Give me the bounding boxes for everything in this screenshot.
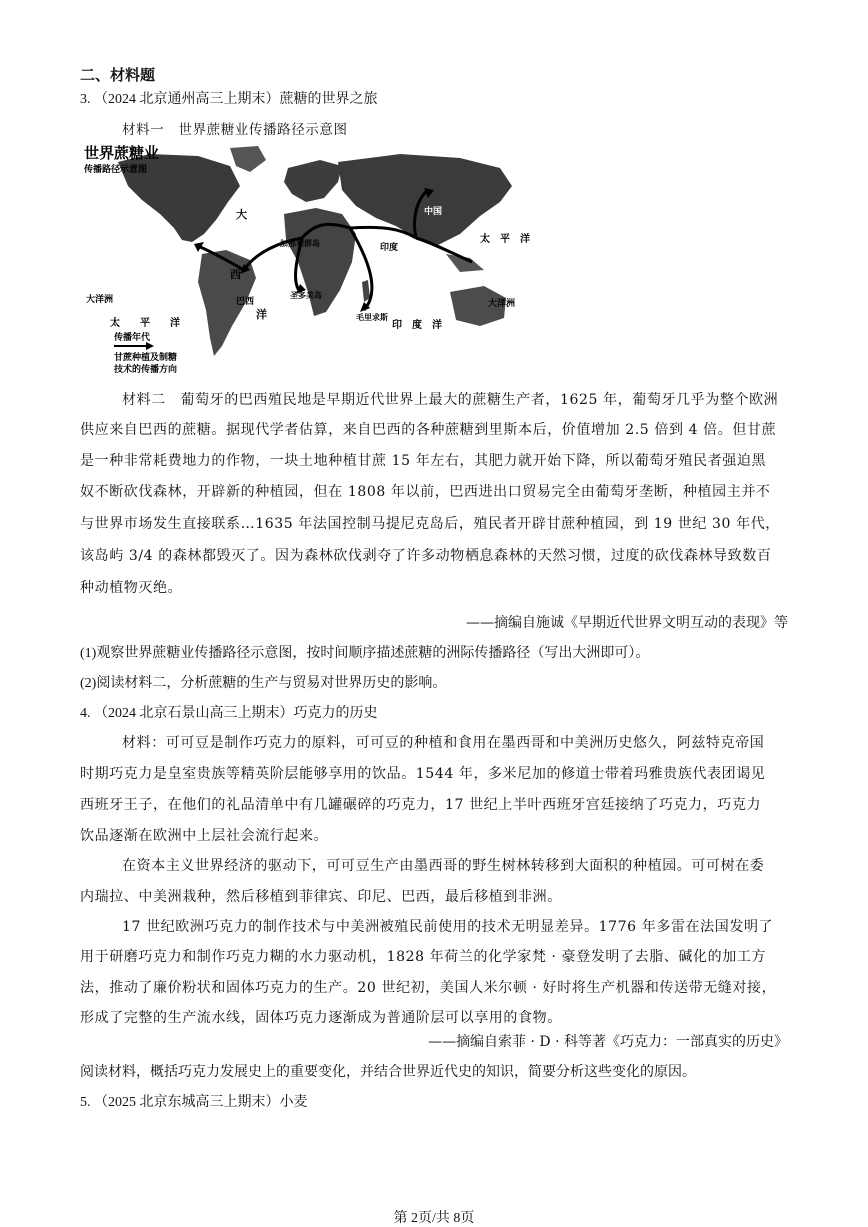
material2-line-6: 该岛屿 3/4 的森林都毁灭了。因为森林砍伐剥夺了许多动物栖息森林的天然习惯，过度的砍伐森林导致数百 — [80, 548, 772, 564]
label-china: 中国 — [424, 207, 443, 217]
q4-line-10: 形成了完整的生产流水线，固体巧克力逐渐成为普通阶层可以享用的食物。 — [80, 1010, 562, 1026]
q4-line-1: 材料：可可豆是制作巧克力的原料，可可豆的种植和食用在墨西哥和中美洲历史悠久，阿兹特克帝国 — [122, 735, 765, 751]
label-saotome: 圣多美岛 — [290, 291, 322, 300]
material2-line-3: 是一种非常耗费地力的作物，一块土地种植甘蔗 15 年左右，其肥力就开始下降，所以葡萄牙殖民者强迫黑 — [80, 453, 767, 469]
q3-sub2: (2)阅读材料二，分析蔗糖的生产与贸易对世界历史的影响。 — [80, 676, 447, 691]
label-atlantic-3: 洋 — [256, 308, 267, 321]
label-oceania: 大洋洲 — [86, 295, 114, 305]
legend-title: 传播年代 — [114, 333, 151, 343]
page-footer: 第 2页/共 8页 — [393, 1211, 475, 1226]
material2-line-1: 材料二 葡萄牙的巴西殖民地是早期近代世界上最大的蔗糖生产者，1625 年，葡萄牙几乎为整个欧洲 — [122, 392, 779, 408]
q4-title: 4. （2024 北京石景山高三上期末）巧克力的历史 — [80, 706, 378, 721]
q5-title: 5. （2025 北京东城高三上期末）小麦 — [80, 1095, 308, 1110]
q4-question: 阅读材料，概括巧克力发展史上的重要变化，并结合世界近代史的知识，简要分析这些变化的原因。 — [80, 1065, 696, 1080]
legend-desc-line2: 技术的传播方向 — [114, 365, 178, 375]
label-canary: 加那利群岛 — [280, 239, 320, 248]
q4-line-5: 在资本主义世界经济的驱动下，可可豆生产由墨西哥的野生树林转移到大面积的种植园。可可树在委 — [122, 858, 765, 874]
map-title-line1: 世界蔗糖业 — [84, 144, 160, 162]
map-title-line2: 传播路径示意图 — [84, 165, 148, 175]
q4-line-8: 用于研磨巧克力和制作巧克力糊的水力驱动机，1828 年荷兰的化学家梵 · 豪登发明了去脂、碱化的加工方 — [80, 949, 767, 965]
material2-line-4: 奴不断砍伐森林，开辟新的种植园，但在 1808 年以前，巴西进出口贸易完全由葡萄牙垄断，种植园主并不 — [80, 484, 771, 500]
q4-line-4: 饮品逐渐在欧洲中上层社会流行起来。 — [80, 828, 329, 844]
label-pacific-east: 太 平 洋 — [480, 234, 530, 245]
sugar-spread-map — [80, 142, 548, 378]
q4-line-7: 17 世纪欧洲巧克力的制作技术与中美洲被殖民前使用的技术无明显差异。1776 年多雷在法国发明了 — [122, 919, 774, 935]
q4-source: ——摘编自索菲 · D · 科等著《巧克力：一部真实的历史》 — [428, 1034, 788, 1050]
label-atlantic-2: 西 — [230, 268, 241, 281]
q4-line-2: 时期巧克力是皇室贵族等精英阶层能够享用的饮品。1544 年，多米尼加的修道士带着玛雅贵族代表团谒见 — [80, 766, 766, 782]
material2-line-5: 与世界市场发生直接联系…1635 年法国控制马提尼克岛后，殖民者开辟甘蔗种植园，到 19 世纪 30 年代， — [80, 516, 780, 532]
label-indian-ocean: 印 度 洋 — [392, 320, 442, 331]
material1-heading: 材料一 世界蔗糖业传播路径示意图 — [122, 122, 348, 138]
material2-line-2: 供应来自巴西的蔗糖。据现代学者估算，来自巴西的各种蔗糖到里斯本后，价值增加 2.5 倍到 4 倍。但甘蔗 — [80, 422, 777, 438]
q3-title: 3. （2024 北京通州高三上期末）蔗糖的世界之旅 — [80, 92, 378, 107]
label-atlantic-1: 大 — [236, 208, 247, 221]
q3-source: ——摘编自施诚《早期近代世界文明互动的表现》等 — [466, 615, 788, 631]
legend-desc-line1: 甘蔗种植及制糖 — [114, 353, 178, 363]
q3-sub1: (1)观察世界蔗糖业传播路径示意图，按时间顺序描述蔗糖的洲际传播路径（写出大洲即可）。 — [80, 646, 650, 661]
q4-line-6: 内瑞拉、中美洲栽种，然后移植到菲律宾、印尼、巴西，最后移植到非洲。 — [80, 889, 562, 905]
label-india: 印度 — [380, 243, 399, 253]
q4-line-9: 法，推动了廉价粉状和固体巧克力的生产。20 世纪初，美国人米尔顿 · 好时将生产机器和传送带无缝对接， — [80, 980, 777, 996]
label-madagascar: 毛里求斯 — [356, 313, 388, 322]
material2-line-7: 种动植物灭绝。 — [80, 580, 183, 596]
label-oceania-right: 大洋洲 — [488, 299, 516, 309]
label-pacific-west: 太 平 洋 — [110, 318, 180, 329]
label-brazil: 巴西 — [236, 297, 255, 307]
q4-line-3: 西班牙王子，在他们的礼品清单中有几罐碾碎的巧克力，17 世纪上半叶西班牙宫廷接纳了巧克力，巧克力 — [80, 797, 762, 813]
section-title: 二、材料题 — [80, 66, 156, 84]
